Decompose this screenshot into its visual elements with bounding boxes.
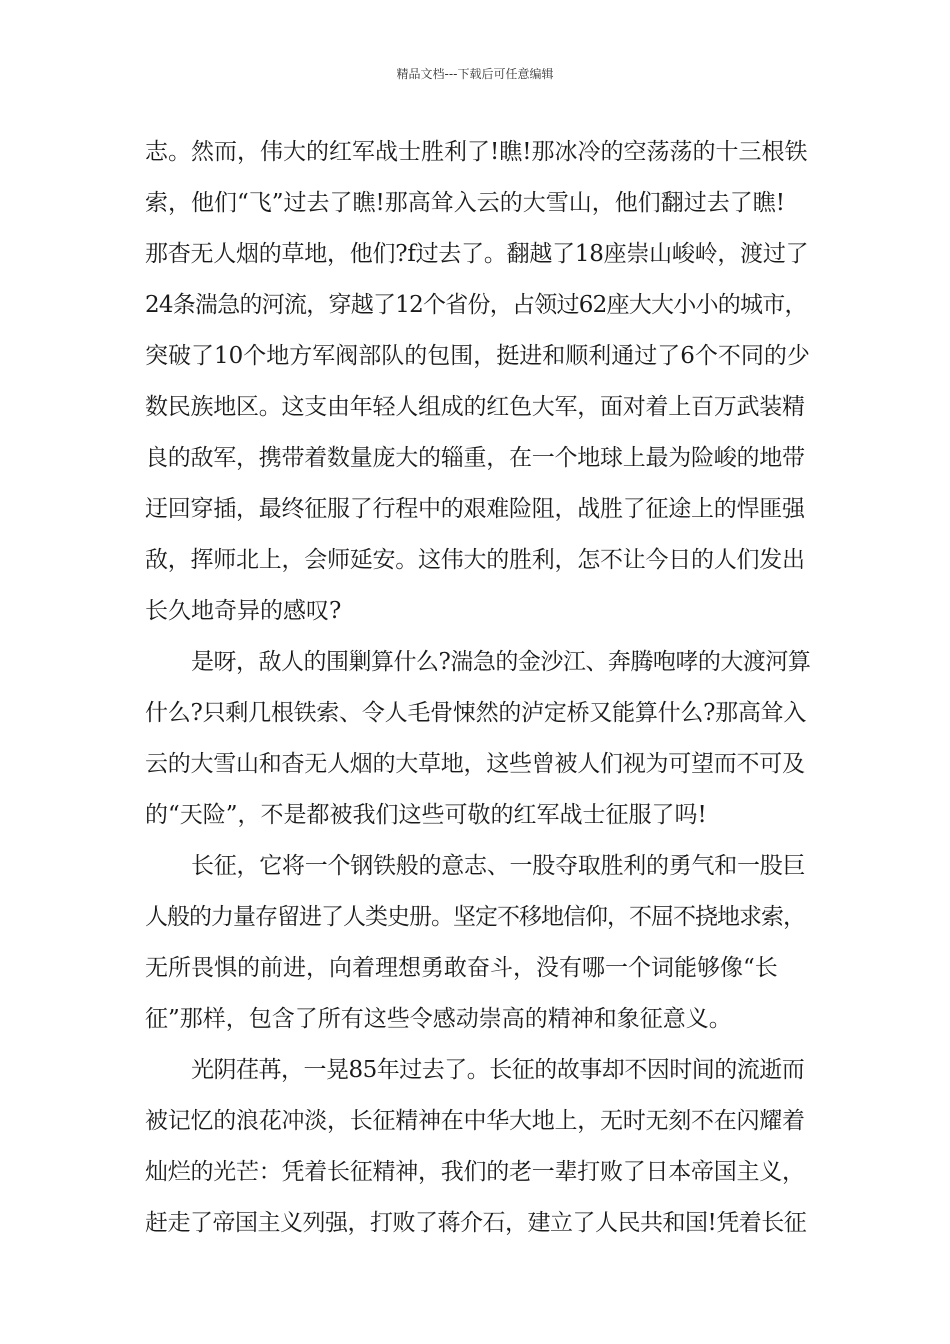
text-line: 24条湍急的河流，穿越了12个省份，占领过62座大大小小的城市， — [145, 292, 807, 318]
text-line: 云的大雪山和杳无人烟的大草地，这些曾被人们视为可望而不可及 — [145, 751, 805, 777]
text-line: 索，他们“飞”过去了瞧!那高耸入云的大雪山，他们翻过去了瞧! — [145, 190, 786, 216]
text-line: 突破了10个地方军阀部队的包围，挺进和顺利通过了6个不同的少 — [145, 343, 810, 369]
text-line: 征”那样，包含了所有这些令感动崇高的精神和象征意义。 — [145, 1006, 732, 1032]
text-line: 人般的力量存留进了人类史册。坚定不移地信仰，不屈不挠地求索， — [145, 904, 805, 930]
text-line: 迂回穿插，最终征服了行程中的艰难险阻，战胜了征途上的悍匪强 — [145, 496, 805, 522]
body-text — [145, 127, 810, 1249]
paragraph-first-line: 长征，它将一个钢铁般的意志、一股夺取胜利的勇气和一股巨 — [191, 853, 806, 879]
page-header: 精品文档---下载后可任意编辑 — [396, 67, 554, 81]
text-line: 灿烂的光芒：凭着长征精神，我们的老一辈打败了日本帝国主义， — [145, 1159, 805, 1185]
text-line: 的“天险”，不是都被我们这些可敬的红军战士征服了吗! — [145, 802, 707, 828]
text-line: 长久地奇异的感叹? — [145, 598, 342, 624]
text-line: 被记忆的浪花冲淡，长征精神在中华大地上，无时无刻不在闪耀着 — [145, 1108, 805, 1134]
text-line: 那杳无人烟的草地，他们?f过去了。翻越了18座崇山峻岭，渡过了 — [145, 241, 809, 267]
text-line: 赶走了帝国主义列强，打败了蒋介石，建立了人民共和国!凭着长征 — [145, 1210, 807, 1236]
text-line: 敌，挥师北上，会师延安。这伟大的胜利，怎不让今日的人们发出 — [145, 547, 805, 573]
text-line: 良的敌军，携带着数量庞大的辎重，在一个地球上最为险峻的地带 — [145, 445, 805, 471]
text-line: 数民族地区。这支由年轻人组成的红色大军，面对着上百万武装精 — [145, 394, 805, 420]
text-line: 什么?只剩几根铁索、令人毛骨悚然的泸定桥又能算什么?那高耸入 — [145, 700, 807, 726]
text-line: 志。然而，伟大的红军战士胜利了!瞧!那冰冷的空荡荡的十三根铁 — [145, 139, 808, 165]
text-line: 无所畏惧的前进，向着理想勇敢奋斗，没有哪一个词能够像“长 — [145, 955, 778, 981]
paragraph-first-line: 光阴荏苒，一晃85年过去了。长征的故事却不因时间的流逝而 — [191, 1057, 805, 1083]
paragraph-first-line: 是呀，敌人的围剿算什么?湍急的金沙江、奔腾咆哮的大渡河算 — [191, 649, 811, 675]
